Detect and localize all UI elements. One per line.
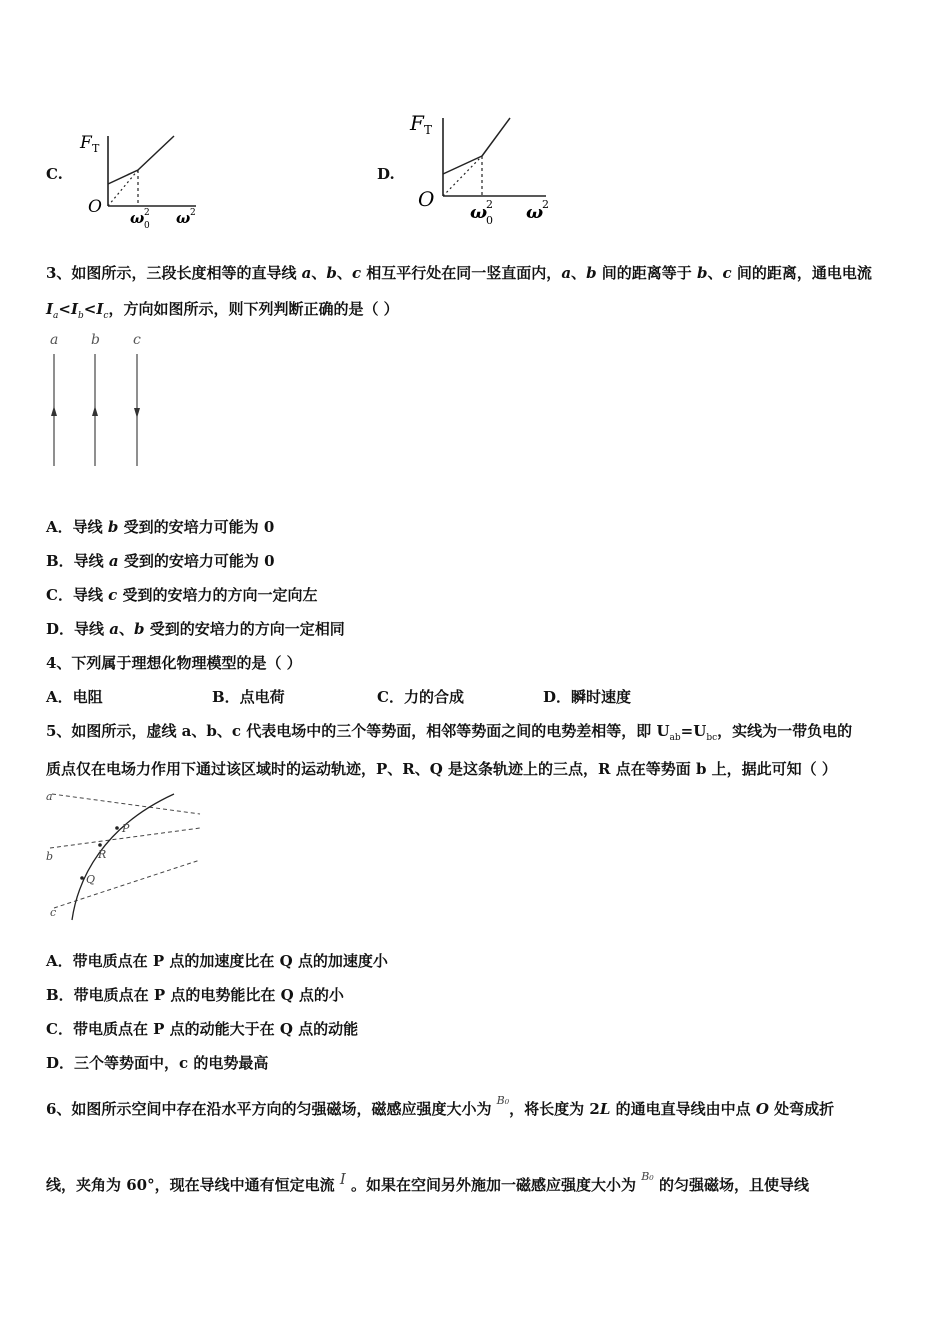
q3-wires-figure (40, 328, 160, 473)
label-p: P (122, 822, 130, 835)
q5-option-d[interactable]: D．三个等势面中，c 的电势最高 (46, 1054, 269, 1072)
label-c: c (50, 906, 57, 919)
q3-option-b[interactable]: B．导线 a 受到的安培力可能为 0 (46, 552, 275, 570)
graph-d-tick-sup: 2 (486, 198, 493, 211)
label-b: b (46, 850, 54, 863)
q3-stem-line1: 3、如图所示，三段长度相等的直导线 a、b、c 相互平行处在同一竖直面内，a、b 间的距离等于 b、c 间的距离，通电电流 (46, 264, 872, 282)
graph-d-option-label: D. (377, 165, 395, 183)
label-q: Q (86, 873, 96, 886)
label-a: a (46, 790, 53, 803)
graph-d-origin: O (418, 187, 435, 211)
q3-option-c[interactable]: C．导线 c 受到的安培力的方向一定向左 (46, 586, 318, 604)
graph-d-tick-label: ω (470, 202, 488, 223)
q3-option-d[interactable]: D．导线 a、b 受到的安培力的方向一定相同 (46, 620, 345, 638)
q6-stem-line2: 线，夹角为 60°，现在导线中通有恒定电流 I 。如果在空间另外施加一磁感应强度大小为 $^{B_0}$ 的匀强磁场，且使导线 (46, 1170, 809, 1194)
graph-c-y-label: F (80, 133, 92, 153)
q4-option-c[interactable]: C．力的合成 (377, 688, 464, 706)
wire-b-label: b (91, 332, 100, 348)
graph-c-y-sub: T (92, 142, 100, 155)
wire-b-arrow-up (92, 406, 98, 416)
q5-option-a[interactable]: A．带电质点在 P 点的加速度比在 Q 点的加速度小 (46, 952, 388, 970)
graph-c-tick-label: ω (130, 209, 145, 227)
trajectory (72, 794, 174, 920)
wire-c-arrow-down (134, 408, 140, 418)
wire-c-label: c (133, 332, 141, 348)
graph-d (408, 110, 558, 230)
q6-stem-line1: 6、如图所示空间中存在沿水平方向的匀强磁场，磁感应强度大小为 $^{B_0}$，将长度为 2L 的通电直导线由中点 O 处弯成折 (46, 1094, 835, 1118)
q5-option-b[interactable]: B．带电质点在 P 点的电势能比在 Q 点的小 (46, 986, 344, 1004)
q4-option-d[interactable]: D．瞬时速度 (543, 688, 632, 706)
q3-stem-line2: $I_a<I_b<I_c$，方向如图所示，则下列判断正确的是（ ） (46, 300, 399, 321)
graph-d-tick-sub: 0 (486, 214, 493, 227)
q5-stem-line2: 质点仅在电场力作用下通过该区域时的运动轨迹，P、R、Q 是这条轨迹上的三点，R 点在等势面 b 上，据此可知（ ） (46, 760, 837, 778)
point-q (80, 876, 84, 880)
equipotential-a (52, 794, 200, 814)
q5-stem-line1: 5、如图所示，虚线 a、b、c 代表电场中的三个等势面，相邻等势面之间的电势差相等，即 $U_{ab}=U_{bc}$，实线为一带负电的 (46, 722, 853, 743)
graph-c-tick-sub: 0 (144, 221, 150, 231)
graph-c-origin: O (88, 197, 102, 217)
graph-c-tick-sup: 2 (144, 208, 150, 218)
q4-option-a[interactable]: A．电阻 (46, 688, 103, 706)
graph-c-x-label: ω (176, 209, 191, 227)
graph-c (78, 128, 208, 231)
graph-d-x-label: ω (526, 202, 544, 223)
point-p (115, 826, 119, 830)
graph-c-x-sup: 2 (190, 208, 196, 218)
graph-d-x-sup: 2 (542, 198, 549, 211)
q5-equipotential-figure (44, 788, 209, 923)
q4-stem: 4、下列属于理想化物理模型的是（ ） (46, 654, 302, 672)
q5-option-c[interactable]: C．带电质点在 P 点的动能大于在 Q 点的动能 (46, 1020, 359, 1038)
q4-option-b[interactable]: B．点电荷 (212, 688, 285, 706)
wire-a-label: a (50, 332, 59, 348)
label-r: R (98, 848, 107, 861)
wire-a-arrow-up (51, 406, 57, 416)
graph-d-y-label: F (410, 111, 424, 135)
graph-c-option-label: C. (46, 165, 63, 183)
q3-option-a[interactable]: A．导线 b 受到的安培力可能为 0 (46, 518, 275, 536)
point-r (98, 843, 102, 847)
graph-d-y-sub: T (424, 123, 433, 137)
